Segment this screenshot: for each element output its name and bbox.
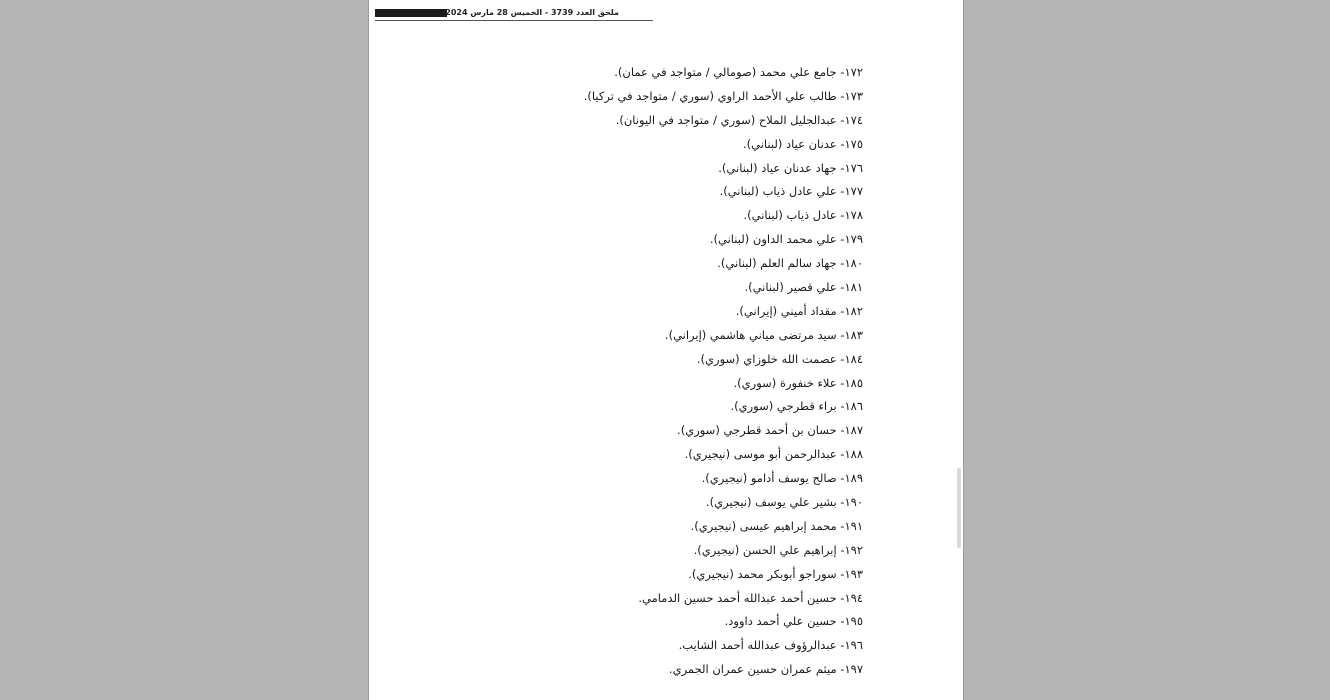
list-item: ١٩٣- سوراجو أبوبكر محمد (نيجيري). (688, 566, 863, 581)
list-item: ١٨٢- مقداد أميني (إيراني). (735, 303, 863, 318)
list-item: ١٧٥- عدنان عياد (لبناني). (742, 136, 863, 151)
list-item: ١٩٢- إبراهيم علي الحسن (نيجيري). (693, 542, 863, 557)
list-item: ١٧٨- عادل ذياب (لبناني). (743, 208, 863, 223)
list-item: ١٨٧- حسان بن أحمد قطرجي (سوري). (677, 423, 863, 438)
list-item: ١٨٦- براء قطرجي (سوري). (730, 399, 863, 414)
header-black-bar (375, 9, 447, 17)
list-item: ١٧٧- علي عادل ذياب (لبناني). (719, 184, 863, 199)
names-list (443, 61, 863, 682)
list-item: ١٨٤- عصمت الله خلوزاي (سوري). (696, 351, 863, 366)
page-header (375, 6, 653, 21)
list-item: ١٨٥- علاء خنفورة (سوري). (733, 375, 863, 390)
list-item: ١٨٣- سيد مرتضى مياني هاشمي (إيراني). (664, 327, 863, 342)
scrollbar-thumb[interactable] (957, 468, 961, 548)
list-item: ١٨٨- عبدالرحمن أبو موسى (نيجيري). (684, 447, 863, 462)
list-item: ١٨٠- جهاد سالم العلم (لبناني). (717, 256, 863, 271)
list-item: ١٩٦- عبدالرؤوف عبدالله أحمد الشايب. (678, 638, 863, 653)
list-item: ١٨١- علي قصير (لبناني). (744, 280, 863, 295)
list-item: ١٧٩- علي محمد الداون (لبناني). (709, 232, 863, 247)
list-item: ١٨٩- صالح يوسف أدامو (نيجيري). (701, 471, 863, 486)
list-item: ١٧٤- عبدالجليل الملاح (سوري / متواجد في اليونان). (615, 112, 863, 127)
vertical-scrollbar[interactable] (957, 0, 962, 700)
list-item: ١٩١- محمد إبراهيم عيسى (نيجيري). (690, 518, 863, 533)
list-item: ١٧٢- جامع علي محمد (صومالي / متواجد في عمان). (614, 65, 863, 79)
list-item: ١٩٧- ميثم عمران حسين عمران الجمري. (668, 662, 863, 677)
list-item: ١٧٦- جهاد عدنان عياد (لبناني). (718, 160, 863, 175)
header-issue-text: ملحق العدد 3739 - الخميس 28 مارس 2024 (445, 8, 619, 17)
document-page (368, 0, 964, 700)
list-item: ١٩٥- حسين علي أحمد داوود. (724, 614, 863, 629)
list-item: ١٩٤- حسين أحمد عبدالله أحمد حسين الدمامي. (638, 590, 863, 605)
list-item: ١٧٣- طالب علي الأحمد الراوي (سوري / متواجد في تركيا). (583, 88, 863, 103)
list-item: ١٩٠- بشير علي يوسف (نيجيري). (705, 495, 863, 510)
